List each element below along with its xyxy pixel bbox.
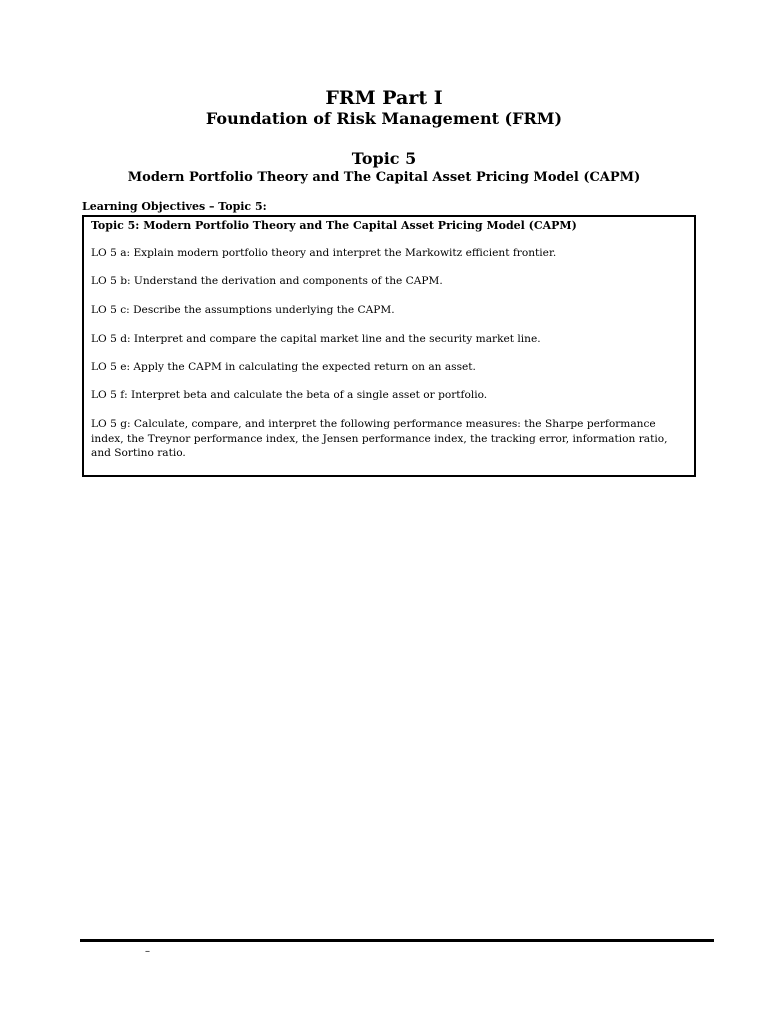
topic-number: Topic 5 bbox=[351, 149, 417, 168]
document-title: FRM Part I bbox=[325, 87, 443, 109]
learning-objective-5g: LO 5 g: Calculate, compare, and interpret the following performance measures: the Sharpe performance index, the Treynor performance index, the Jensen performance index, the tracking error, information ratio, and Sortino ratio. bbox=[91, 418, 668, 459]
learning-objective-5e: LO 5 e: Apply the CAPM in calculating the expected return on an asset. bbox=[91, 361, 476, 373]
learning-objective-5f: LO 5 f: Interpret beta and calculate the beta of a single asset or portfolio. bbox=[91, 389, 488, 401]
learning-objective-5a: LO 5 a: Explain modern portfolio theory and interpret the Markowitz efficient frontier. bbox=[91, 247, 557, 259]
learning-objectives-box-title: Topic 5: Modern Portfolio Theory and The Capital Asset Pricing Model (CAPM) bbox=[91, 219, 577, 232]
learning-objective-5b: LO 5 b: Understand the derivation and components of the CAPM. bbox=[91, 275, 443, 287]
learning-objectives-heading: Learning Objectives – Topic 5: bbox=[82, 200, 267, 213]
document-subtitle: Foundation of Risk Management (FRM) bbox=[205, 109, 563, 128]
topic-title: Modern Portfolio Theory and The Capital Asset Pricing Model (CAPM) bbox=[127, 170, 641, 185]
learning-objective-5d: LO 5 d: Interpret and compare the capital market line and the security market line. bbox=[91, 333, 541, 345]
learning-objective-5c: LO 5 c: Describe the assumptions underlying the CAPM. bbox=[91, 304, 395, 316]
footer-mark: – bbox=[145, 946, 150, 957]
learning-objectives-box bbox=[82, 215, 696, 477]
footer-rule bbox=[80, 939, 714, 942]
